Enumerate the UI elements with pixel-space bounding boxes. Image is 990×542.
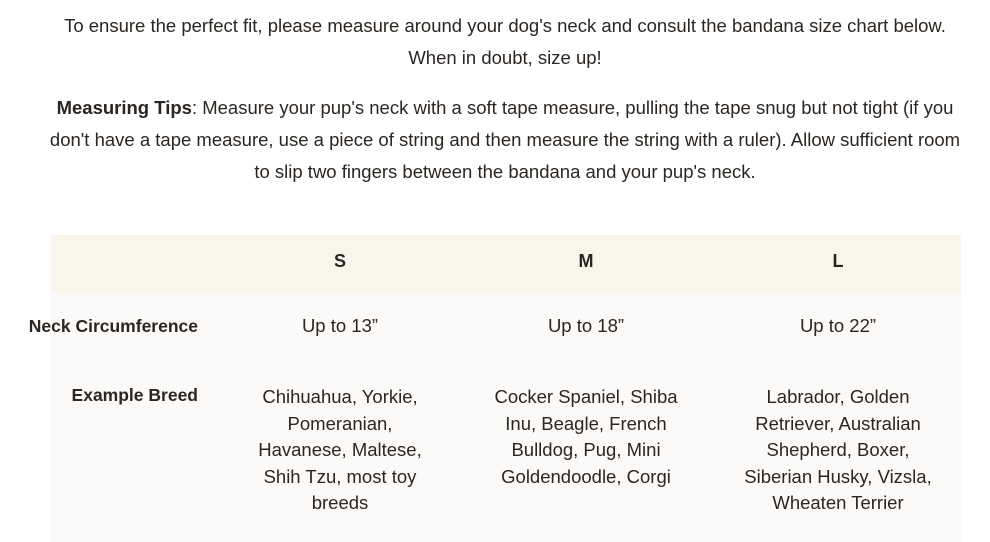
column-header-l: L <box>832 251 844 271</box>
intro-paragraph: To ensure the perfect fit, please measure around your dog's neck and consult the bandana size chart below. When in doubt, size up! <box>64 15 946 68</box>
measuring-tips-label: Measuring Tips <box>56 97 192 118</box>
row-header-neck-circumference: Neck Circumference <box>28 316 198 336</box>
cell-breed-l: Labrador, Golden Retriever, Australian Shepherd, Boxer, Siberian Husky, Vizsla, Wheaten Terrier <box>744 386 932 513</box>
measuring-tips-paragraph <box>40 92 970 188</box>
column-header-m: M <box>578 251 594 271</box>
cell-neck-l: Up to 22” <box>799 315 877 336</box>
size-chart-table <box>28 235 961 542</box>
measuring-tips-text: : Measure your pup's neck with a soft tape measure, pulling the tape snug but not tight (if you don't have a tape measure, use a piece of string and then measure the string with a ruler). Allow sufficient room to slip two fingers between the bandana and your pup's neck. <box>49 97 961 182</box>
row-header-example-breed: Example Breed <box>71 385 198 405</box>
cell-neck-s: Up to 13” <box>301 315 379 336</box>
cell-neck-m: Up to 18” <box>547 315 625 336</box>
cell-breed-m: Cocker Spaniel, Shiba Inu, Beagle, French Bulldog, Pug, Mini Goldendoodle, Corgi <box>494 386 678 487</box>
column-header-s: S <box>333 251 346 271</box>
cell-breed-s: Chihuahua, Yorkie, Pomeranian, Havanese, Maltese, Shih Tzu, most toy breeds <box>258 386 422 513</box>
size-chart-header-row <box>51 235 961 293</box>
